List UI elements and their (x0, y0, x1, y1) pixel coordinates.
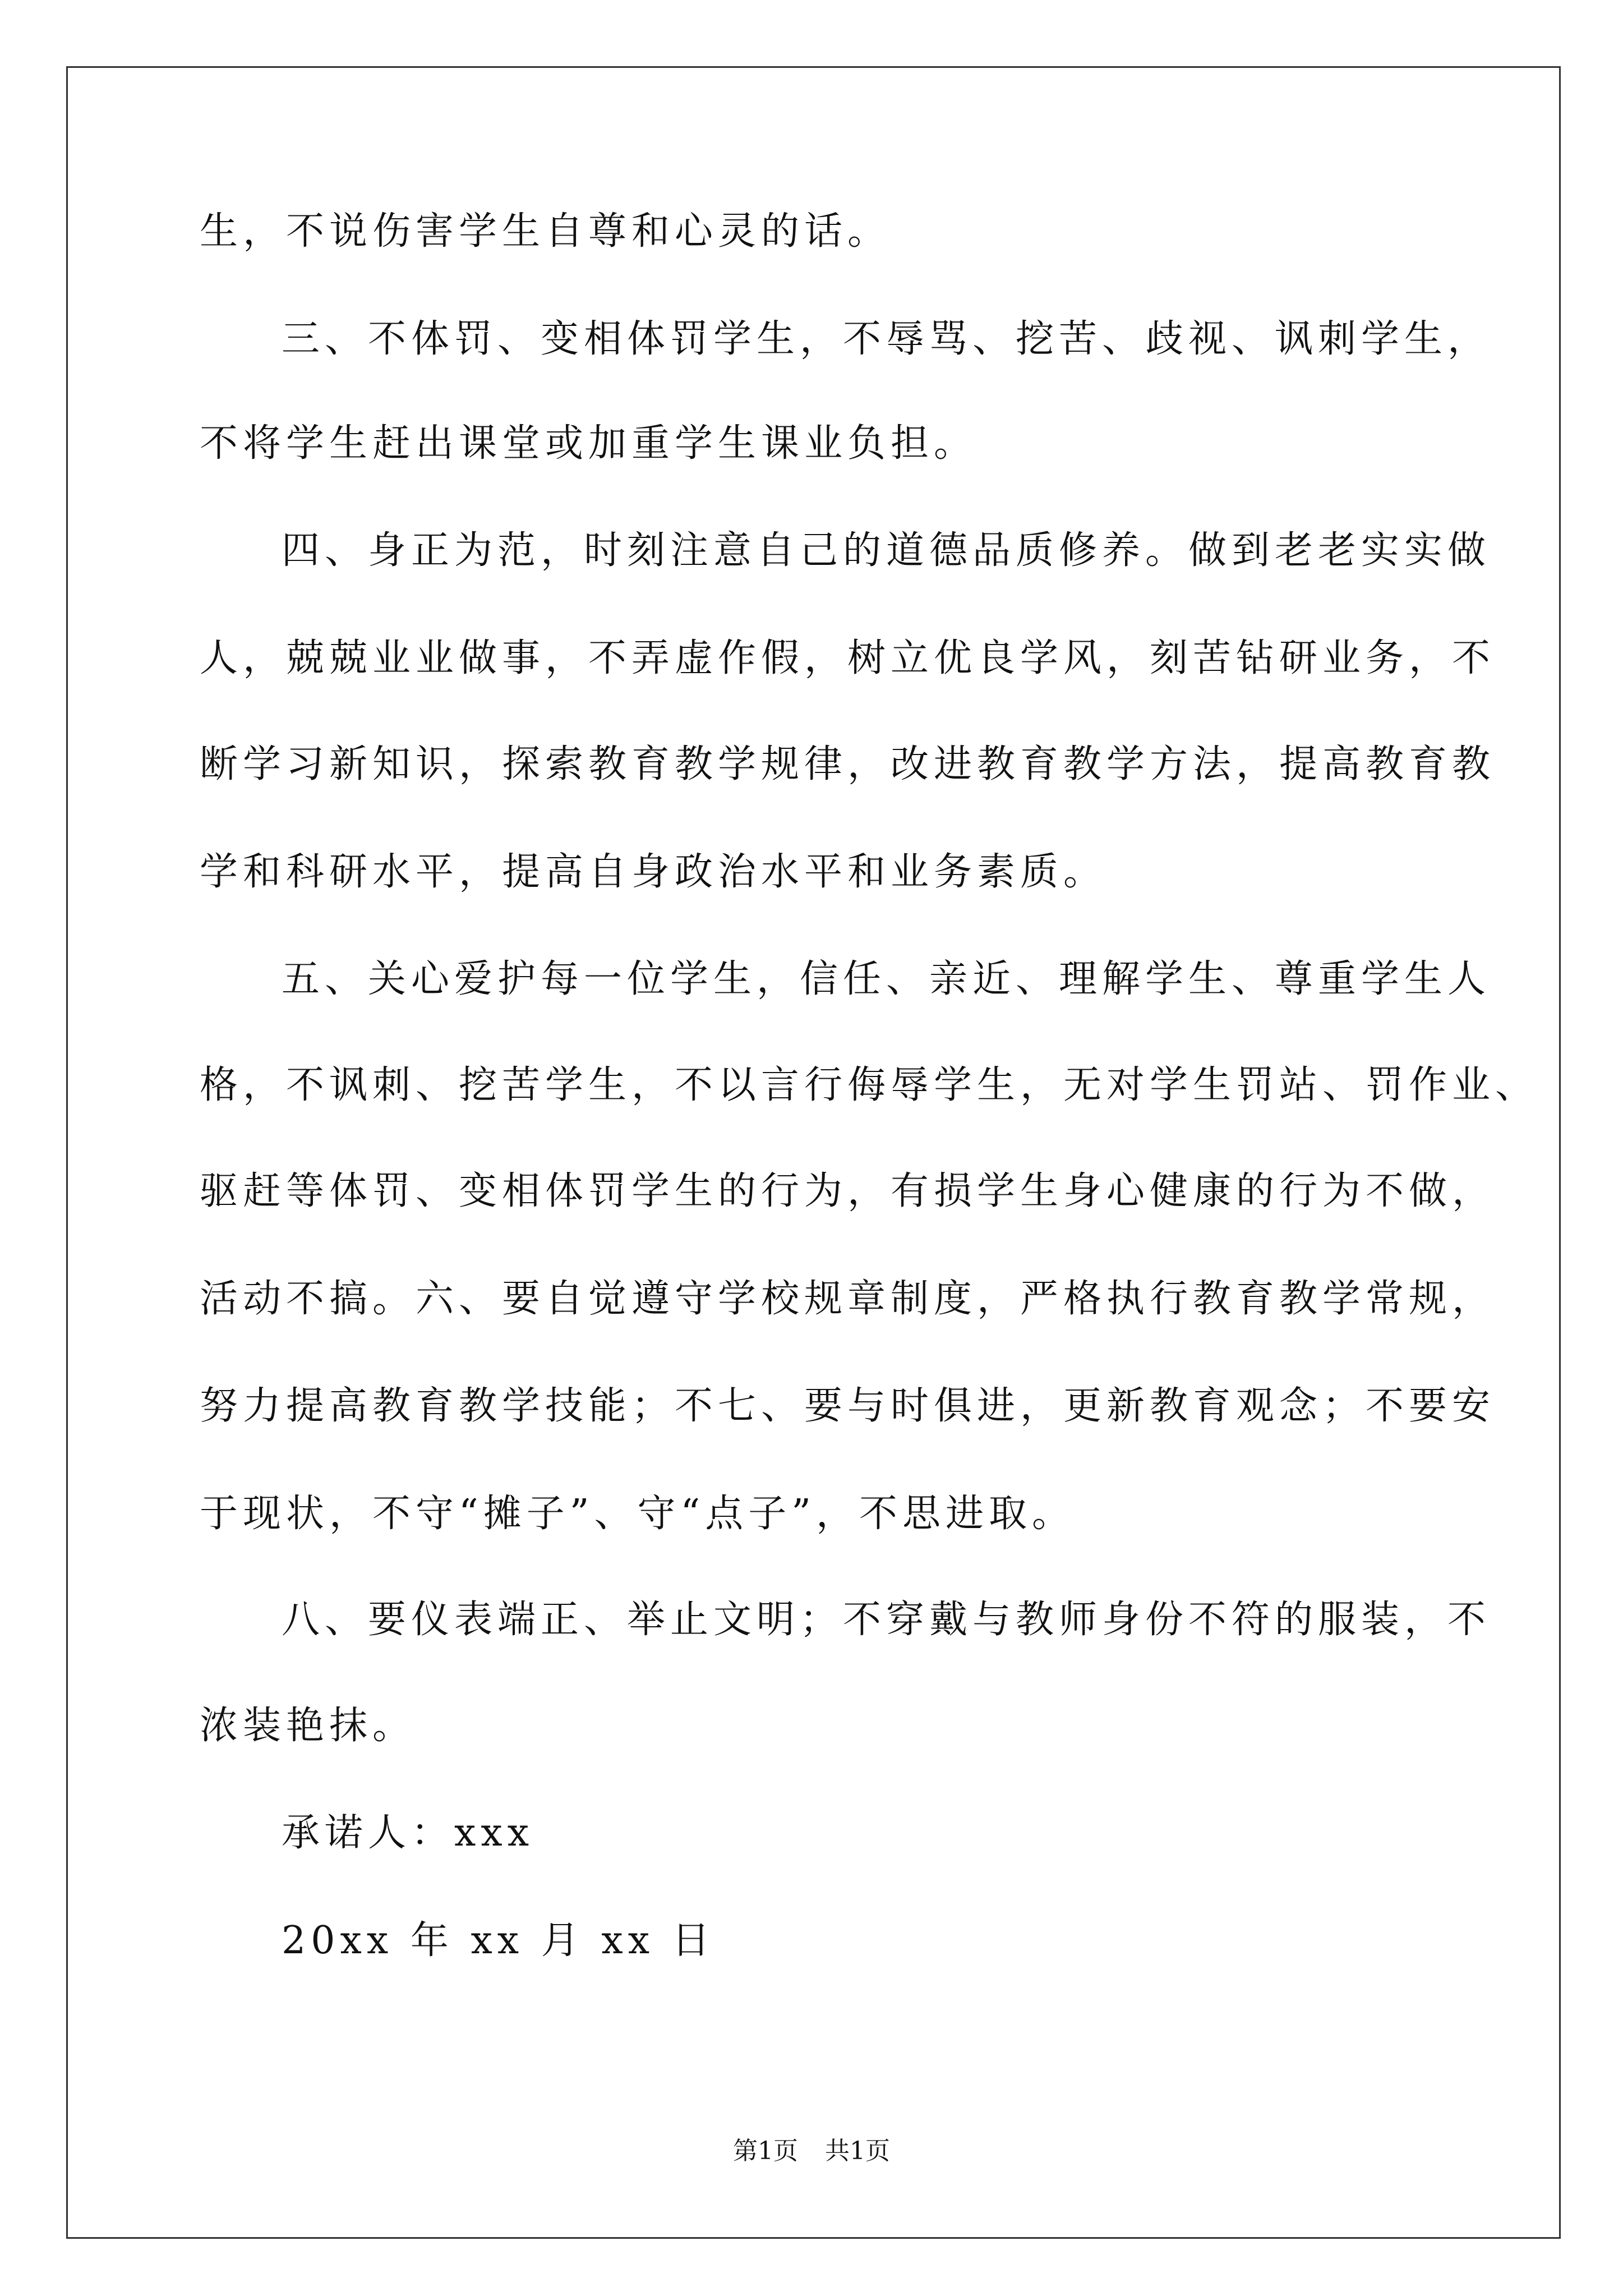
body-line-1: 生，不说伤害学生自尊和心灵的话。 (200, 209, 891, 254)
body-line-12: 努力提高教育教学技能；不七、要与时俱进，更新教育观念；不要安 (200, 1384, 1496, 1428)
body-line-10: 驱赶等体罚、变相体罚学生的行为，有损学生身心健康的行为不做， (200, 1169, 1496, 1213)
body-line-5: 人，兢兢业业做事，不弄虚作假，树立优良学风，刻苦钻研业务，不 (200, 636, 1496, 680)
body-line-15: 浓装艳抹。 (200, 1704, 416, 1748)
page-number-total: 共1页 (825, 2137, 890, 2165)
body-line-9: 格，不讽刺、挖苦学生，不以言行侮辱学生，无对学生罚站、罚作业、 (200, 1063, 1539, 1107)
body-line-11: 活动不搞。六、要自觉遵守学校规章制度，严格执行教育教学常规， (200, 1277, 1496, 1321)
signer-line: 承诺人：xxx (282, 1811, 534, 1855)
body-line-8: 五、关心爱护每一位学生，信任、亲近、理解学生、尊重学生人 (282, 957, 1491, 1001)
body-line-13: 于现状，不守“摊子”、守“点子”，不思进取。 (200, 1492, 1076, 1536)
body-line-2: 三、不体罚、变相体罚学生，不辱骂、挖苦、歧视、讽刺学生， (282, 317, 1491, 361)
body-line-4: 四、身正为范，时刻注意自己的道德品质修养。做到老老实实做 (282, 528, 1491, 573)
body-line-6: 断学习新知识，探索教育教学规律，改进教育教学方法，提高教育教 (200, 742, 1496, 786)
page-footer (0, 2137, 1623, 2165)
date-line: 20xx 年 xx 月 xx 日 (282, 1918, 715, 1963)
page-frame (66, 66, 1561, 2239)
body-line-14: 八、要仪表端正、举止文明；不穿戴与教师身份不符的服装，不 (282, 1598, 1491, 1642)
body-line-3: 不将学生赶出课堂或加重学生课业负担。 (200, 421, 978, 466)
body-line-7: 学和科研水平，提高自身政治水平和业务素质。 (200, 850, 1107, 894)
page-number-current: 第1页 (733, 2137, 798, 2165)
